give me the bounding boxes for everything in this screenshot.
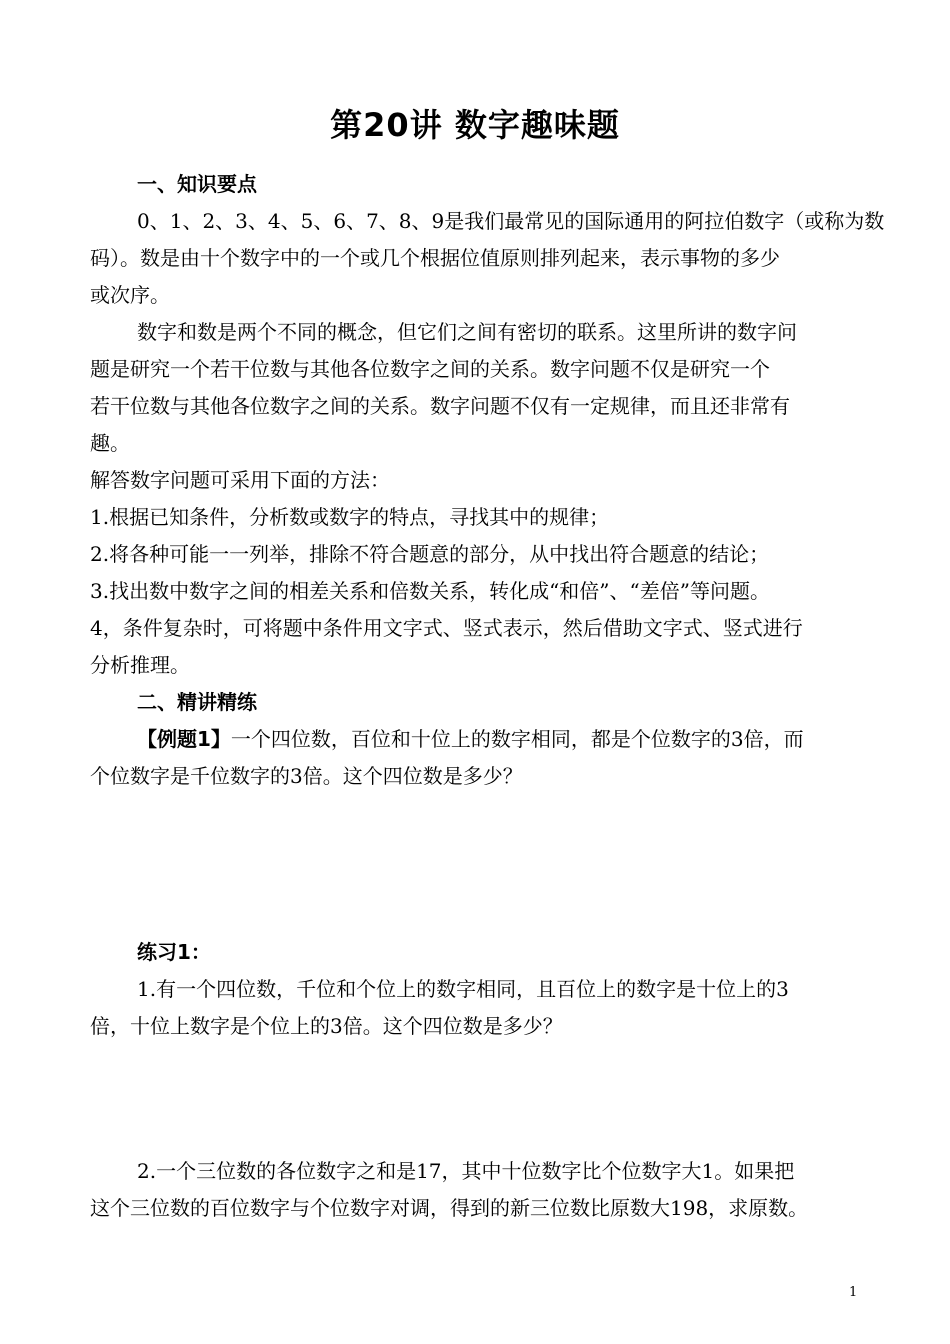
method-item: 分析推理。: [90, 653, 190, 677]
paragraph-line: 0、1、2、3、4、5、6、7、8、9是我们最常见的国际通用的阿拉伯数字（或称为数: [137, 209, 885, 233]
example-label: 【例题1】: [137, 727, 231, 751]
paragraph-line: 码）。数是由十个数字中的一个或几个根据位值原则排列起来，表示事物的多少: [90, 246, 780, 270]
section-heading-practice: 二、精讲精练: [137, 690, 257, 714]
paragraph-line: 题是研究一个若干位数与其他各位数字之间的关系。数字问题不仅是研究一个: [90, 357, 770, 381]
example-question: [137, 723, 804, 752]
section-heading-knowledge: 一、知识要点: [137, 172, 257, 196]
practice-question-line: 1.有一个四位数，千位和个位上的数字相同，且百位上的数字是十位上的3: [137, 977, 789, 1001]
page-number: 1: [849, 1285, 858, 1300]
practice-question-line: 这个三位数的百位数字与个位数字对调，得到的新三位数比原数大198，求原数。: [90, 1196, 809, 1220]
paragraph-line: 若干位数与其他各位数字之间的关系。数字问题不仅有一定规律，而且还非常有: [90, 394, 790, 418]
method-item: 2.将各种可能一一列举，排除不符合题意的部分，从中找出符合题意的结论；: [90, 542, 770, 566]
method-item: 4，条件复杂时，可将题中条件用文字式、竖式表示，然后借助文字式、竖式进行: [90, 616, 803, 640]
paragraph-line: 或次序。: [90, 283, 170, 307]
practice-label: 练习1：: [137, 940, 211, 964]
practice-question-line: 倍，十位上数字是个位上的3倍。这个四位数是多少？: [90, 1014, 563, 1038]
page-title: 第20讲 数字趣味题: [330, 106, 620, 144]
paragraph-line: 数字和数是两个不同的概念，但它们之间有密切的联系。这里所讲的数字问: [137, 320, 797, 344]
methods-intro: 解答数字问题可采用下面的方法：: [90, 468, 390, 492]
method-item: 3.找出数中数字之间的相差关系和倍数关系，转化成“和倍”、“差倍”等问题。: [90, 579, 770, 603]
example-text: 一个四位数，百位和十位上的数字相同，都是个位数字的3倍，而: [230, 727, 804, 751]
paragraph-line: 趣。: [90, 431, 130, 455]
method-item: 1.根据已知条件，分析数或数字的特点，寻找其中的规律；: [90, 505, 610, 529]
practice-question-line: 2.一个三位数的各位数字之和是17，其中十位数字比个位数字大1。如果把: [137, 1159, 795, 1183]
example-text-line: 个位数字是千位数字的3倍。这个四位数是多少？: [90, 764, 523, 788]
